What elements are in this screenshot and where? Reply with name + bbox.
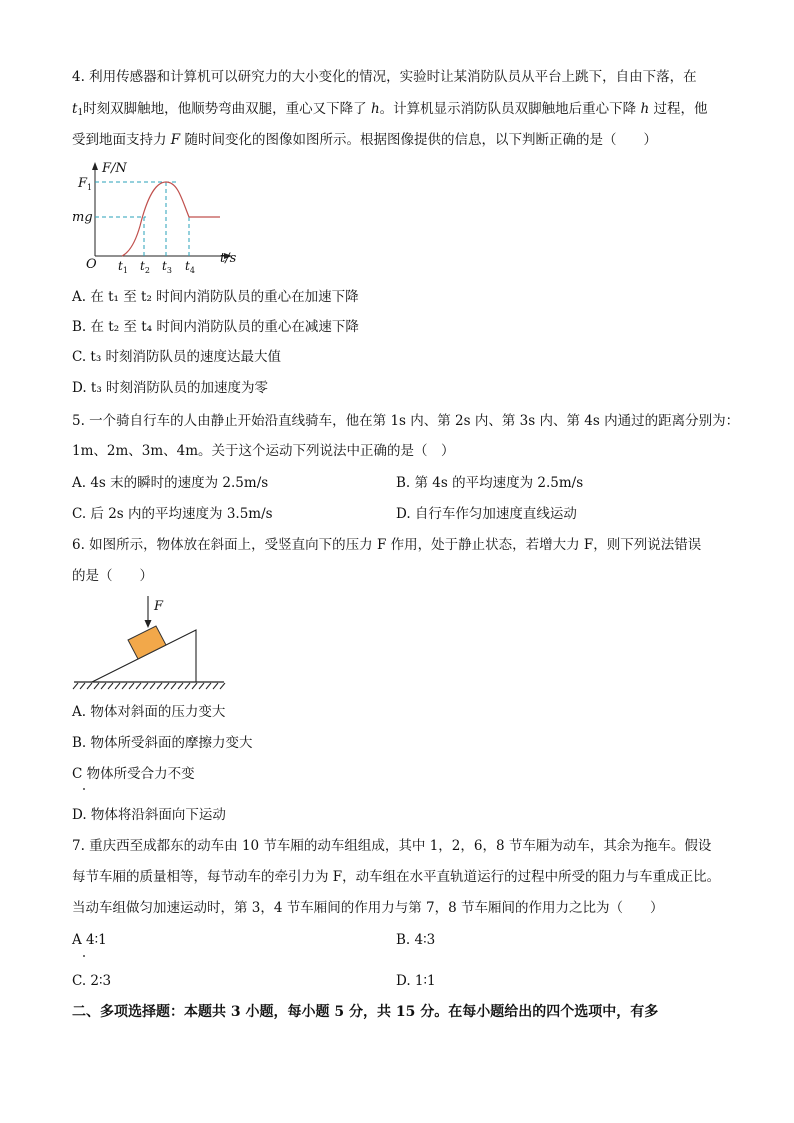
q7-option-c: C. 2∶3	[72, 973, 112, 989]
origin-label: O	[86, 257, 97, 272]
q4-stem-line2	[72, 99, 707, 123]
y-axis-label: F/N	[102, 161, 127, 176]
q6-stem-line1: 6. 如图所示，物体放在斜面上，受竖直向下的压力 F 作用，处于静止状态，若增大力 F，则下列说法错误	[72, 537, 702, 553]
q7-stem-line2: 每节车厢的质量相等，每节动车的牵引力为 F，动车组在水平直轨道运行的过程中所受的阻力与车重成正比。	[72, 869, 721, 885]
q4-option-c: C. t₃ 时刻消防队员的速度达最大值	[72, 349, 282, 365]
block	[128, 626, 166, 659]
var-t: t	[72, 101, 78, 117]
q6-option-a: A. 物体对斜面的压力变大	[72, 704, 226, 720]
q6-stem-line2: 的是（ ）	[72, 568, 153, 584]
var-h2: h	[640, 101, 650, 117]
var-F: F	[170, 132, 181, 148]
q4-option-b: B. 在 t₂ 至 t₄ 时间内消防队员的重心在减速下降	[72, 319, 359, 335]
force-curve	[122, 182, 220, 256]
tick-t3: $t_3$	[162, 259, 172, 275]
section-2-heading: 二、多项选择题：本题共 3 小题，每小题 5 分，共 15 分。在每小题给出的四个选项中，有多	[72, 1004, 659, 1020]
f1-label: $F_1$	[78, 176, 93, 192]
q4-text-b: 时刻双脚触地，他顺势弯曲双腿，重心又下降了	[83, 101, 371, 117]
q4-force-time-graph	[70, 160, 250, 276]
tick-t2: $t_2$	[140, 259, 150, 275]
q5-option-d: D. 自行车作匀加速度直线运动	[396, 506, 577, 522]
tick-t4: $t_4$	[185, 259, 195, 275]
q6-option-d: D. 物体将沿斜面向下运动	[72, 807, 226, 823]
q7-stem-line3: 当动车组做匀加速运动时，第 3，4 节车厢间的作用力与第 7，8 节车厢间的作用力之比为（ ）	[72, 900, 664, 916]
force-arrow-head	[145, 620, 152, 628]
y-axis-arrow	[92, 162, 98, 170]
var-h: h	[370, 101, 380, 117]
q7-option-a: A 4∶1	[72, 932, 107, 948]
tick-t1: $t_1$	[118, 259, 128, 275]
q6-option-c: C 物体所受合力不变	[72, 766, 195, 782]
q7-stem-line1: 7. 重庆西至成都东的动车由 10 节车厢的动车组组成，其中 1，2，6，8 节车厢为动车，其余为拖车。假设	[72, 838, 712, 854]
q4-stem-line3	[72, 130, 657, 150]
stray-dot	[83, 788, 85, 790]
ground-hatching	[73, 683, 225, 689]
q5-option-b: B. 第 4s 的平均速度为 2.5m/s	[396, 475, 584, 491]
q4-text-d: 过程，他	[649, 101, 708, 117]
q4-option-a: A. 在 t₁ 至 t₂ 时间内消防队员的重心在加速下降	[72, 289, 359, 305]
q4-text-3b: 随时间变化的图像如图所示。根据图像提供的信息，以下判断正确的是（ ）	[180, 132, 657, 148]
stray-dot-2	[83, 955, 85, 957]
q4-option-d: D. t₃ 时刻消防队员的加速度为零	[72, 380, 269, 396]
q4-stem-line1: 4. 利用传感器和计算机可以研究力的大小变化的情况，实验时让某消防队员从平台上跳下，自由下落，在	[72, 69, 697, 85]
q5-option-c: C. 后 2s 内的平均速度为 3.5m/s	[72, 506, 273, 522]
q7-option-b: B. 4∶3	[396, 932, 436, 948]
q5-stem-line1: 5. 一个骑自行车的人由静止开始沿直线骑车，他在第 1s 内、第 2s 内、第 3s 内、第 4s 内通过的距离分别为：	[72, 413, 740, 429]
q5-stem-line2: 1m、2m、3m、4m。关于这个运动下列说法中正确的是（ ）	[72, 443, 455, 459]
q6-option-b: B. 物体所受斜面的摩擦力变大	[72, 735, 253, 751]
force-label: F	[154, 599, 164, 614]
q4-text-c: 。计算机显示消防队员双脚触地后重心下降	[379, 101, 641, 117]
mg-label: mg	[72, 210, 93, 225]
q5-option-a: A. 4s 末的瞬时的速度为 2.5m/s	[72, 475, 269, 491]
sub-1: 1	[77, 108, 84, 118]
q7-option-d: D. 1∶1	[396, 973, 436, 989]
q4-text-3a: 受到地面支持力	[72, 132, 171, 148]
q6-incline-figure	[70, 592, 230, 690]
x-axis-label: t/s	[220, 251, 237, 266]
